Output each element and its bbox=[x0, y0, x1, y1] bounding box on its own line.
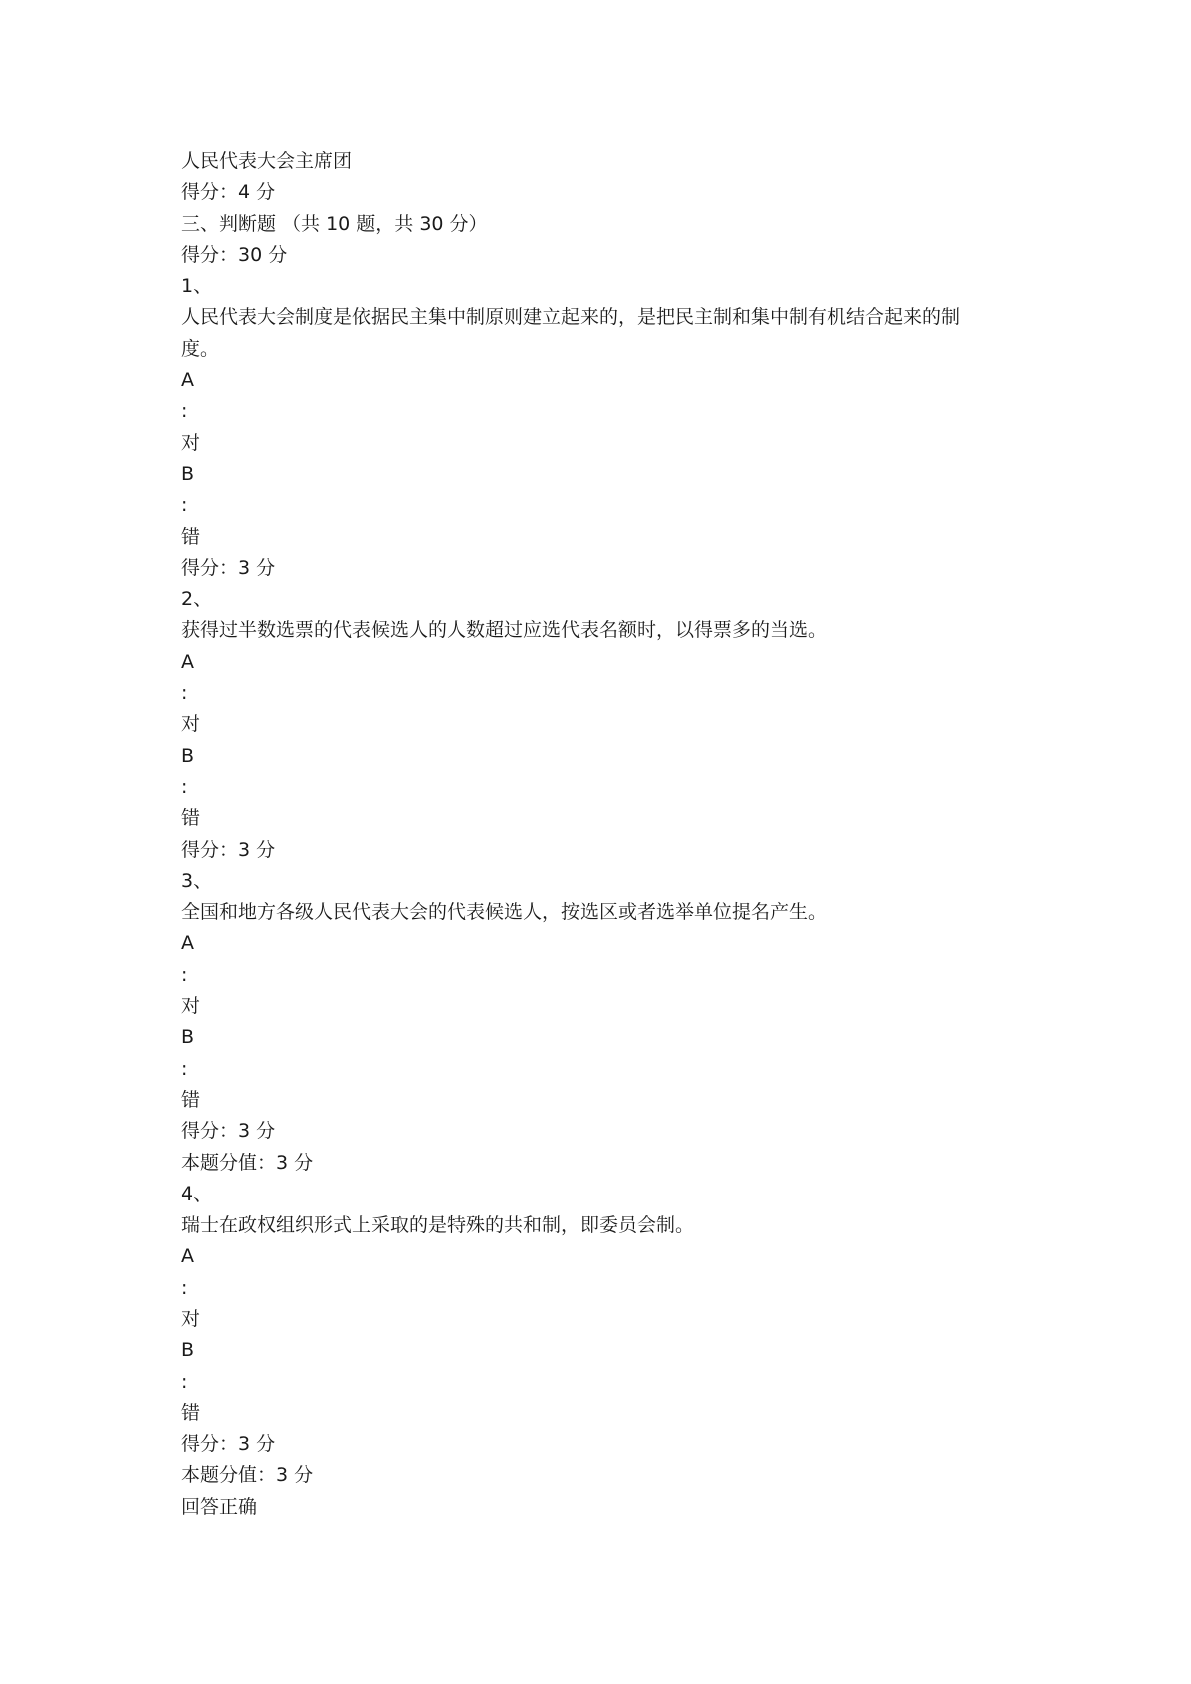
question-text: 瑞士在政权组织形式上采取的是特殊的共和制，即委员会制。 bbox=[181, 1214, 695, 1237]
document-page bbox=[181, 146, 1061, 1523]
option-a-colon: : bbox=[181, 400, 188, 423]
question-value: 本题分值：3 分 bbox=[181, 1464, 314, 1487]
question-text: 全国和地方各级人民代表大会的代表候选人，按选区或者选举单位提名产生。 bbox=[181, 901, 828, 924]
question-score: 得分：3 分 bbox=[181, 1120, 276, 1143]
option-a-text[interactable]: 对 bbox=[181, 995, 201, 1018]
previous-score: 得分：4 分 bbox=[181, 181, 276, 204]
option-b-colon: : bbox=[181, 1057, 188, 1080]
option-a-text[interactable]: 对 bbox=[181, 713, 201, 736]
question-number: 4、 bbox=[181, 1182, 213, 1205]
option-a-letter[interactable]: A bbox=[181, 650, 194, 673]
option-b-text[interactable]: 错 bbox=[181, 1401, 201, 1424]
question-number: 2、 bbox=[181, 588, 213, 611]
section-title: 三、判断题 （共 10 题，共 30 分） bbox=[181, 212, 488, 235]
option-b-colon: : bbox=[181, 775, 188, 798]
previous-answer: 人民代表大会主席团 bbox=[181, 150, 353, 172]
option-a-letter[interactable]: A bbox=[181, 932, 194, 955]
option-b-colon: : bbox=[181, 1370, 188, 1393]
option-b-text[interactable]: 错 bbox=[181, 1088, 201, 1111]
question-score: 得分：3 分 bbox=[181, 556, 276, 579]
option-b-text[interactable]: 错 bbox=[181, 807, 201, 830]
option-b-letter[interactable]: B bbox=[181, 1026, 195, 1049]
option-b-text[interactable]: 错 bbox=[181, 525, 201, 548]
question-score: 得分：3 分 bbox=[181, 1433, 276, 1456]
question-value: 本题分值：3 分 bbox=[181, 1151, 314, 1174]
option-a-colon: : bbox=[181, 682, 188, 705]
question-number: 1、 bbox=[181, 275, 213, 298]
option-b-letter[interactable]: B bbox=[181, 744, 195, 767]
question-text: 人民代表大会制度是依据民主集中制原则建立起来的，是把民主制和集中制有机结合起来的制度。 bbox=[181, 306, 961, 360]
question-number: 3、 bbox=[181, 869, 213, 892]
option-b-letter[interactable]: B bbox=[181, 462, 195, 485]
option-b-letter[interactable]: B bbox=[181, 1339, 195, 1362]
option-a-letter[interactable]: A bbox=[181, 369, 194, 392]
answer-status: 回答正确 bbox=[181, 1495, 258, 1518]
option-b-colon: : bbox=[181, 494, 188, 517]
option-a-letter[interactable]: A bbox=[181, 1245, 194, 1268]
option-a-text[interactable]: 对 bbox=[181, 1307, 201, 1330]
option-a-text[interactable]: 对 bbox=[181, 431, 201, 454]
question-text: 获得过半数选票的代表候选人的人数超过应选代表名额时，以得票多的当选。 bbox=[181, 619, 828, 642]
section-score: 得分：30 分 bbox=[181, 243, 288, 266]
option-a-colon: : bbox=[181, 1276, 188, 1299]
option-a-colon: : bbox=[181, 963, 188, 986]
question-score: 得分：3 分 bbox=[181, 838, 276, 861]
